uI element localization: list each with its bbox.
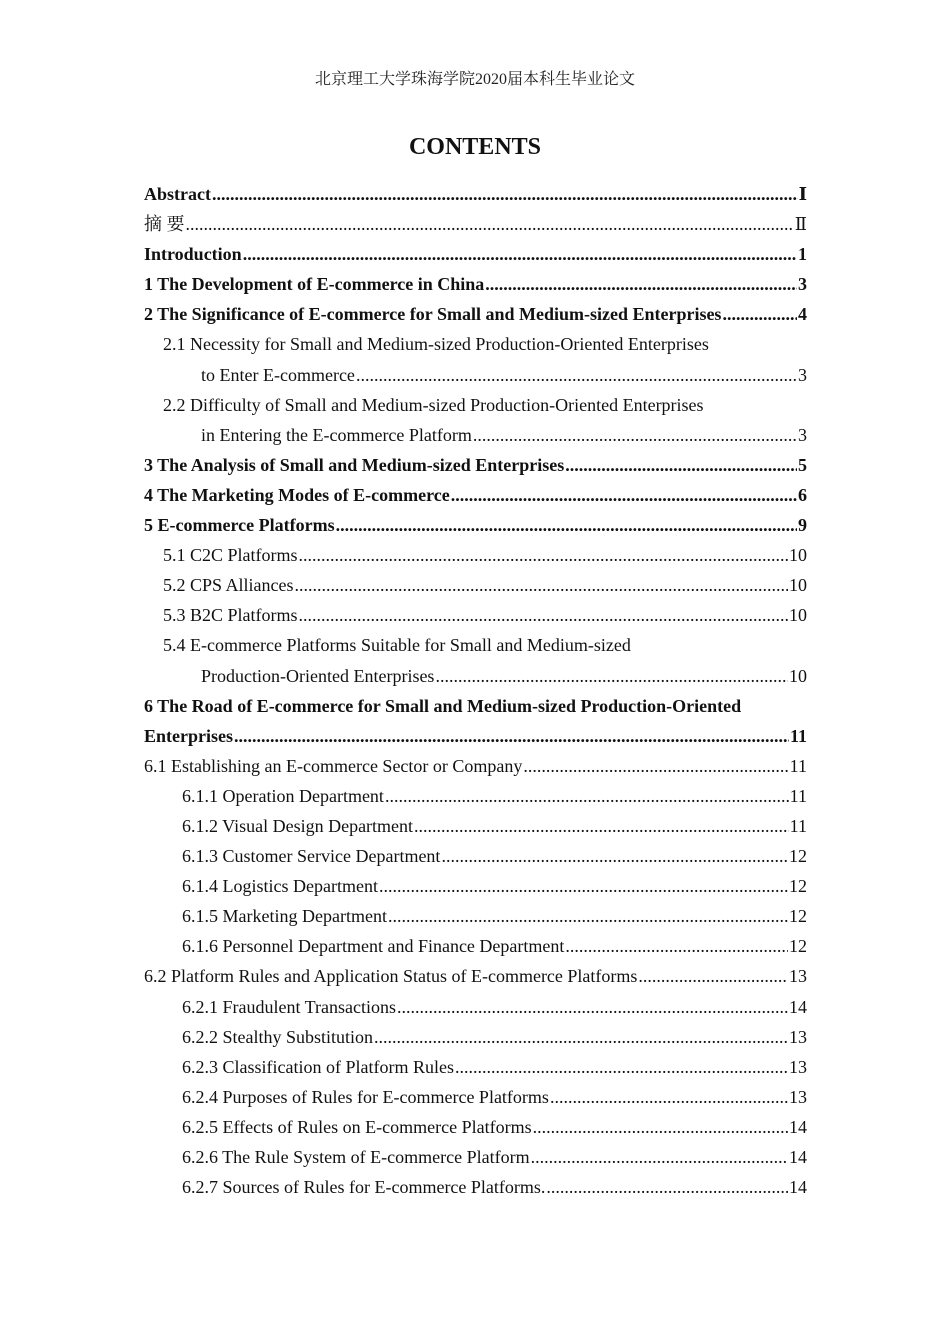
dot-leader xyxy=(234,721,789,751)
toc-entry-title: Abstract xyxy=(144,184,211,204)
toc-page-number: 3 xyxy=(798,274,807,295)
dot-leader xyxy=(565,931,788,961)
toc-entry[interactable] xyxy=(144,1082,807,1112)
dot-leader xyxy=(550,1082,788,1112)
toc-entry[interactable] xyxy=(144,239,807,269)
toc-entry-title: 6.1.6 Personnel Department and Finance Department xyxy=(182,936,565,957)
dot-leader xyxy=(243,239,797,269)
toc-page-number: 13 xyxy=(789,1026,807,1047)
toc-entry-title: 6.2.3 Classification of Platform Rules xyxy=(182,1056,454,1077)
dot-leader xyxy=(397,992,788,1022)
toc-entry[interactable] xyxy=(144,841,807,871)
dot-leader xyxy=(722,299,797,329)
toc-entry[interactable] xyxy=(144,179,807,209)
toc-entry-title: 6.1.3 Customer Service Department xyxy=(182,846,441,867)
toc-page-number: 1 xyxy=(798,244,807,265)
page-header: 北京理工大学珠海学院2020届本科生毕业论文 xyxy=(314,71,635,88)
toc-page-number: 14 xyxy=(789,1116,807,1137)
toc-page-number: 13 xyxy=(789,966,807,987)
toc-page-number: 11 xyxy=(789,755,807,776)
toc-entry[interactable] xyxy=(144,420,807,450)
toc-entry[interactable] xyxy=(144,299,807,329)
toc-entry[interactable] xyxy=(144,992,807,1022)
toc-page-number: 12 xyxy=(789,846,807,867)
toc-entry[interactable] xyxy=(144,1172,807,1202)
toc-entry-title: 6.1.1 Operation Department xyxy=(182,785,384,806)
toc-page-number: 13 xyxy=(789,1056,807,1077)
toc-page-number: 5 xyxy=(798,454,807,475)
dot-leader xyxy=(523,751,788,781)
toc-page-number: 14 xyxy=(789,1177,807,1198)
toc-page-number: 12 xyxy=(789,906,807,927)
toc-entry-title: 2.2 Difficulty of Small and Medium-sized Production-Oriented Enterprises xyxy=(163,394,704,415)
toc-entry[interactable] xyxy=(144,721,807,751)
toc-entry[interactable] xyxy=(144,1022,807,1052)
toc-entry[interactable] xyxy=(144,751,807,781)
toc-entry-title: in Entering the E-commerce Platform xyxy=(201,424,472,445)
dot-leader xyxy=(388,901,788,931)
toc-entry[interactable] xyxy=(144,329,807,359)
toc-entry-title: 2.1 Necessity for Small and Medium-sized Production-Oriented Enterprises xyxy=(163,334,709,355)
toc-entry-title: 6.1.2 Visual Design Department xyxy=(182,815,414,836)
toc-page-number: 6 xyxy=(798,484,807,505)
dot-leader xyxy=(299,600,788,630)
dot-leader xyxy=(531,1142,788,1172)
toc-entry-title: Introduction xyxy=(144,244,242,265)
toc-page-number: 13 xyxy=(789,1086,807,1107)
dot-leader xyxy=(533,1112,788,1142)
toc-entry-title: 5.4 E-commerce Platforms Suitable for Small and Medium-sized xyxy=(163,635,631,656)
toc-entry-title: 6.2.5 Effects of Rules on E-commerce Platforms xyxy=(182,1116,532,1137)
toc-entry-title: 1 The Development of E-commerce in China xyxy=(144,274,485,295)
toc-page-number: Ⅰ xyxy=(798,184,807,204)
dot-leader xyxy=(374,1022,788,1052)
toc-page-number: 12 xyxy=(789,936,807,957)
toc-entry[interactable] xyxy=(144,661,807,691)
toc-entry-title: 3 The Analysis of Small and Medium-sized Enterprises xyxy=(144,454,565,475)
dot-leader xyxy=(186,209,794,239)
toc-entry[interactable] xyxy=(144,901,807,931)
toc-page-number: 10 xyxy=(789,605,807,626)
dot-leader xyxy=(295,570,788,600)
toc-entry-title: 6.2.2 Stealthy Substitution xyxy=(182,1026,374,1047)
dot-leader xyxy=(455,1052,788,1082)
toc-entry-title: 6 The Road of E-commerce for Small and Medium-sized Production-Oriented xyxy=(144,695,742,716)
toc-entry[interactable] xyxy=(144,961,807,991)
contents-title: CONTENTS xyxy=(408,134,542,160)
toc-page-number: 14 xyxy=(789,1147,807,1167)
toc-page-number: 11 xyxy=(789,725,807,746)
toc-entry-title: 5.3 B2C Platforms xyxy=(163,605,298,626)
toc-entry-title: 5 E-commerce Platforms xyxy=(144,515,335,536)
toc-entry-title: 5.2 CPS Alliances xyxy=(163,575,294,596)
toc-entry[interactable] xyxy=(144,1112,807,1142)
toc-page-number: 3 xyxy=(798,364,807,385)
toc-entry-title: 6.1.4 Logistics Department xyxy=(182,876,378,897)
toc-page-number: 14 xyxy=(789,996,807,1017)
toc-entry-title: 6.2.1 Fraudulent Transactions xyxy=(182,996,396,1017)
toc-page-number: Ⅱ xyxy=(794,214,807,235)
toc-page-number: 11 xyxy=(789,815,807,836)
dot-leader xyxy=(379,871,788,901)
toc-entry-title: 4 The Marketing Modes of E-commerce xyxy=(144,484,450,505)
table-of-contents xyxy=(144,179,807,1202)
toc-entry[interactable] xyxy=(144,570,807,600)
toc-entry[interactable] xyxy=(144,691,807,721)
toc-entry-title: Production-Oriented Enterprises xyxy=(201,665,435,686)
toc-entry[interactable] xyxy=(144,630,807,660)
toc-entry-title: 摘 要 xyxy=(144,214,185,235)
toc-entry-title: 6.1.5 Marketing Department xyxy=(182,906,387,927)
toc-entry[interactable] xyxy=(144,811,807,841)
toc-entry-title: to Enter E-commerce xyxy=(201,364,355,385)
dot-leader xyxy=(385,781,789,811)
toc-entry[interactable] xyxy=(144,600,807,630)
toc-entry[interactable] xyxy=(144,510,807,540)
toc-entry-title: 6.2.4 Purposes of Rules for E-commerce Platforms xyxy=(182,1086,549,1107)
toc-page-number: 10 xyxy=(789,665,807,686)
dot-leader xyxy=(565,450,797,480)
toc-entry[interactable] xyxy=(144,450,807,480)
toc-page-number: 4 xyxy=(798,304,807,325)
dot-leader xyxy=(441,841,788,871)
toc-entry[interactable] xyxy=(144,209,807,239)
dot-leader xyxy=(546,1172,788,1202)
toc-entry[interactable] xyxy=(144,269,807,299)
toc-entry-title: 6.2.7 Sources of Rules for E-commerce Platforms. xyxy=(182,1177,546,1198)
toc-entry-title: 2 The Significance of E-commerce for Small and Medium-sized Enterprises xyxy=(144,304,722,325)
toc-entry[interactable] xyxy=(144,781,807,811)
toc-entry[interactable] xyxy=(144,480,807,510)
toc-entry[interactable] xyxy=(144,931,807,961)
dot-leader xyxy=(414,811,789,841)
toc-page-number: 10 xyxy=(789,545,807,566)
dot-leader xyxy=(638,961,788,991)
toc-entry[interactable] xyxy=(144,390,807,420)
toc-entry[interactable] xyxy=(144,360,807,390)
dot-leader xyxy=(485,269,797,299)
dot-leader xyxy=(212,179,798,209)
toc-entry[interactable] xyxy=(144,540,807,570)
toc-entry-title: 6.2.6 The Rule System of E-commerce Platform xyxy=(182,1147,530,1167)
dot-leader xyxy=(435,661,788,691)
toc-page-number: 12 xyxy=(789,876,807,897)
dot-leader xyxy=(473,420,797,450)
toc-page-number: 11 xyxy=(789,785,807,806)
dot-leader xyxy=(356,360,797,390)
toc-page-number: 3 xyxy=(798,424,807,445)
dot-leader xyxy=(299,540,788,570)
dot-leader xyxy=(336,510,797,540)
toc-entry-title: 5.1 C2C Platforms xyxy=(163,545,298,566)
toc-entry-title: Enterprises xyxy=(144,725,233,746)
toc-page-number: 10 xyxy=(789,575,807,596)
dot-leader xyxy=(451,480,797,510)
toc-page-number: 9 xyxy=(798,515,807,536)
toc-entry[interactable] xyxy=(144,1052,807,1082)
toc-entry[interactable] xyxy=(144,871,807,901)
toc-entry-title: 6.2 Platform Rules and Application Status of E-commerce Platforms xyxy=(144,966,638,987)
toc-entry[interactable] xyxy=(144,1142,807,1172)
toc-entry-title: 6.1 Establishing an E-commerce Sector or Company xyxy=(144,755,523,776)
